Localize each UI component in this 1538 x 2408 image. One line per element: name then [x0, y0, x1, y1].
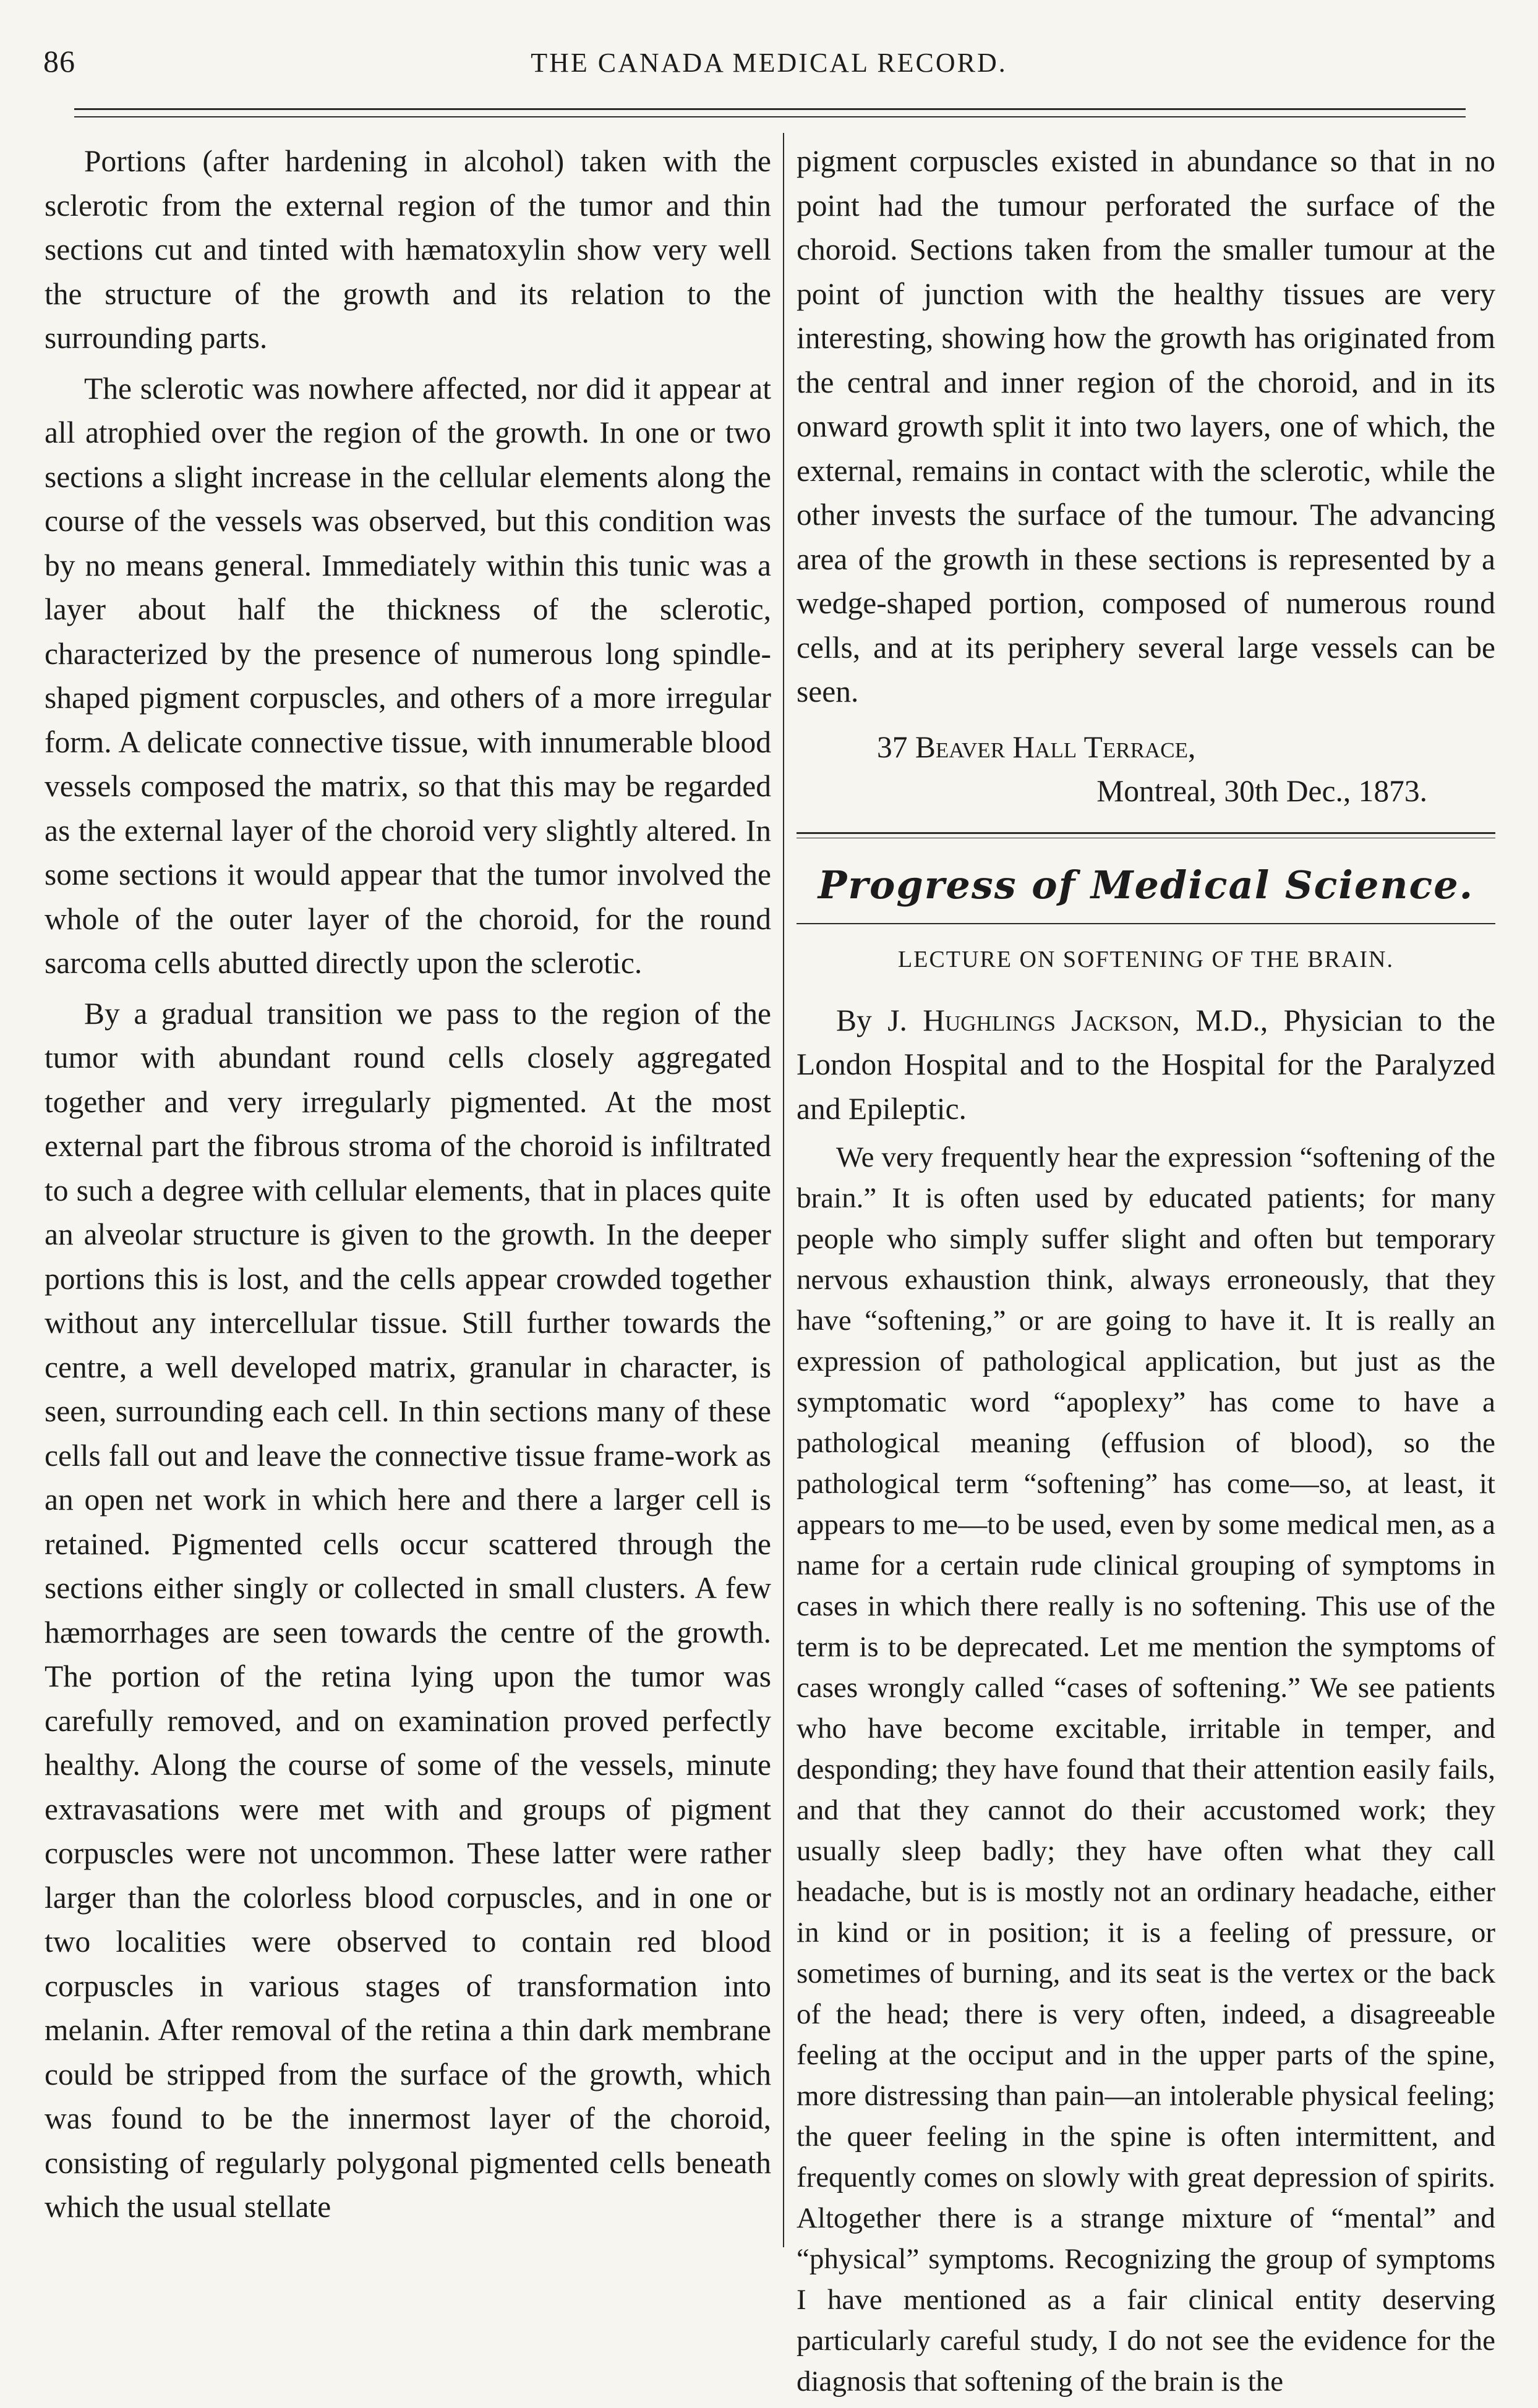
lecture-byline [797, 998, 1495, 1131]
left-column [45, 139, 771, 2236]
author-address [797, 725, 1495, 814]
page-number: 86 [43, 44, 75, 79]
left-paragraph-3: By a gradual transition we pass to the region of the tumor with abundant round cells closely aggregated together and very irregularly pigmented. At the most external part the fibrous stroma of the choroid is infiltrated to such a degree with cellular elements, that in places quite an alveolar structure is given to the growth. In the deeper portions this is lost, and the cells appear crowded together without any intercellular tissue. Still further towards the centre, a well developed matrix, granular in character, is seen, surrounding each cell. In thin sections many of these cells fall out and leave the connective tissue frame-work as an open net work in which here and there a larger cell is retained. Pigmented cells occur scattered through the sections either singly or collected in small clusters. A few hæmorrhages are seen towards the centre of the growth. The portion of the retina lying upon the tumor was carefully removed, and on examination proved perfectly healthy. Along the course of some of the vessels, minute extravasations were met with and groups of pigment corpuscles were not uncommon. These latter were rather larger than the colorless blood corpuscles, and in one or two localities were observed to contain red blood corpuscles in various stages of transformation into melanin. After removal of the retina a thin dark membrane could be stripped from the surface of the growth, which was found to be the innermost layer of the choroid, consisting of regularly polygonal pigmented cells beneath which the usual stellate [45, 996, 771, 2224]
byline-prefix: By J. [836, 1003, 923, 1037]
right-continuation-paragraph: pigment corpuscles existed in abundance so that in no point had the tumour perforated the surface of the choroid. Sections taken from the smaller tumour at the point of junction with the healthy tissues are very interesting, showing how the growth has originated from the central and inner region of the choroid, and in its onward growth split it into two layers, one of which, the external, remains in contact with the sclerotic, while the other invests the surface of the tumour. The advancing area of the growth in these sections is represented by a wedge-shaped portion, composed of numerous round cells, and at its periphery several large vessels can be seen. [797, 144, 1495, 708]
header-rule-bottom [74, 116, 1466, 117]
section-rule [797, 832, 1495, 838]
address-street: 37 Beaver Hall Terrace, [877, 730, 1196, 764]
header-rule-top [74, 108, 1466, 110]
lecture-title: LECTURE ON SOFTENING OF THE BRAIN. [898, 947, 1394, 972]
address-date: Montreal, 30th Dec., 1873. [1096, 774, 1427, 808]
section-title: Progress of Medical Science. [818, 862, 1474, 908]
left-paragraph-2: The sclerotic was nowhere affected, nor did it appear at all atrophied over the region of the growth. In one or two sections a slight increase in the cellular elements along the course of the vessels was observed, but this condition was by no means general. Immediately within this tunic was a layer about half the thickness of the sclerotic, characterized by the presence of numerous long spindle-shaped pigment corpuscles, and others of a more irregular form. A delicate connective tissue, with innumerable blood vessels composed the matrix, so that this may be regarded as the external layer of the choroid very slightly altered. In some sections it would appear that the tumor involved the whole of the outer layer of the choroid, for the round sarcoma cells abutted directly upon the sclerotic. [45, 371, 771, 980]
right-column [797, 139, 1495, 2408]
section-title-rule [797, 923, 1495, 924]
journal-title: THE CANADA MEDICAL RECORD. [531, 48, 1007, 78]
left-paragraph-1: Portions (after hardening in alcohol) taken with the sclerotic from the external region of the tumor and thin sections cut and tinted with hæmatoxylin show very well the structure of the growth and its relation to the surrounding parts. [45, 144, 771, 355]
column-divider [783, 133, 784, 2247]
byline-credentials: , M.D., Physician to the London Hospital and to the Hospital for the Paralyzed and Epileptic. [797, 1003, 1495, 1126]
lecture-paragraph: We very frequently hear the expression “softening of the brain.” It is often used by educated patients; for many people who simply suffer slight and often but temporary nervous exhaustion think, always erroneously, that they have “softening,” or are going to have it. It is really an expression of pathological application, but just as the symptomatic word “apoplexy” has come to have a pathological meaning (effusion of blood), so the pathological term “softening” has come—so, at least, it appears to me—to be used, even by some medical men, as a name for a certain rude clinical grouping of symptoms in cases in which there really is no softening. This use of the term is to be deprecated. Let me mention the symptoms of cases wrongly called “cases of softening.” We see patients who have become excitable, irritable in temper, and desponding; they have found that their attention easily fails, and that they cannot do their accustomed work; they usually sleep badly; they have often what they call headache, but is is mostly not an ordinary headache, either in kind or in position; it is a feeling of pressure, or sometimes of burning, and its seat is the vertex or the back of the head; there is very often, indeed, a disagreeable feeling at the occiput and in the upper parts of the spine, more distressing than pain—an intolerable physical feeling; the queer feeling in the spine is often intermittent, and frequently comes on slowly with great depression of spirits. Altogether there is a strange mixture of “mental” and “physical” symptoms. Recognizing the group of symptoms I have mentioned as a fair clinical entity deserving particularly careful study, I do not see the evidence for the diagnosis that softening of the brain is the [797, 1141, 1495, 2397]
byline-author-name: Hughlings Jackson [923, 1003, 1173, 1037]
